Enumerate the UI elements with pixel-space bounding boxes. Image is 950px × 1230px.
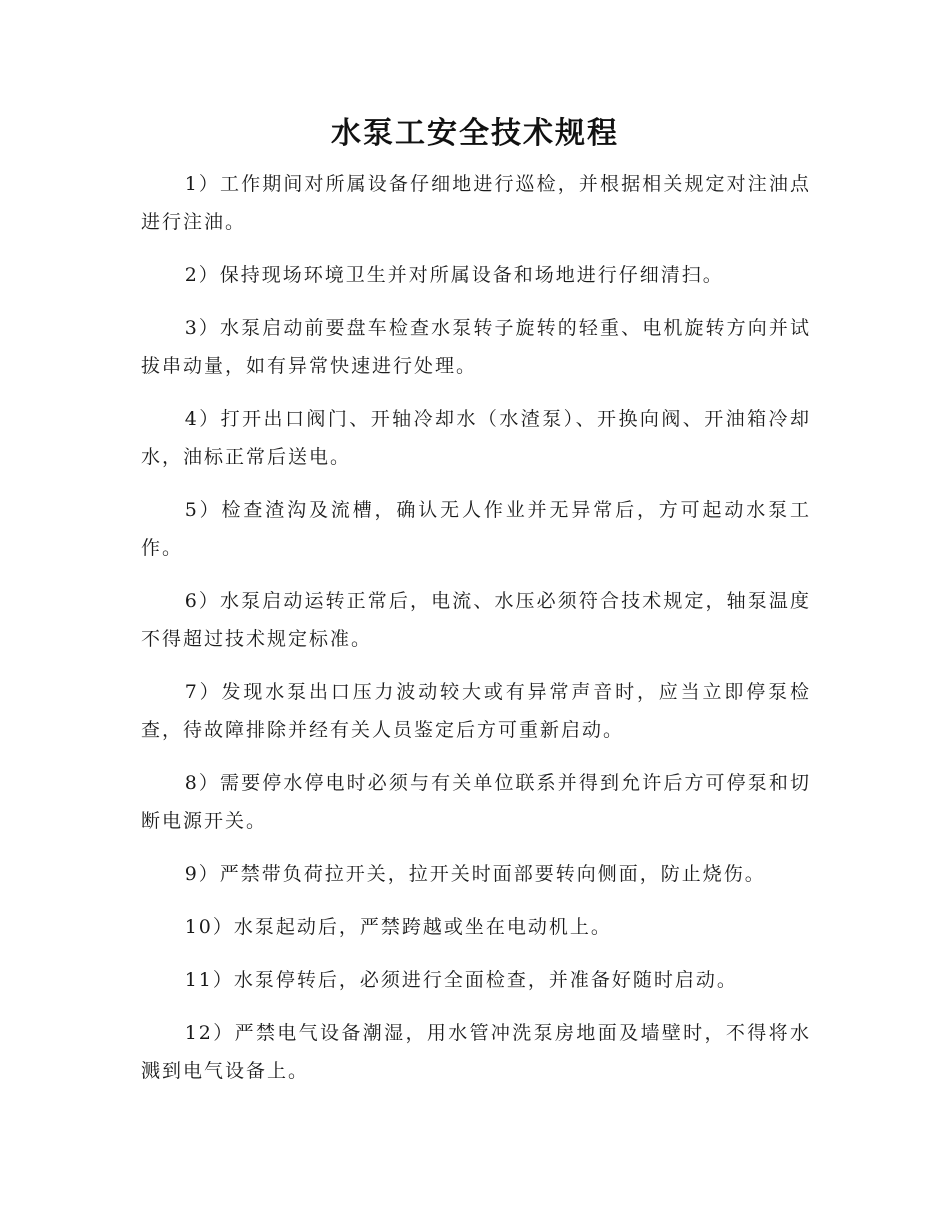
paragraph-11: 11）水泵停转后，必须进行全面检查，并准备好随时启动。: [184, 969, 738, 991]
paragraph-3: 3）水泵启动前要盘车检查水泵转子旋转的轻重、电机旋转方向并试拔串动量，如有异常快速进行处理。: [141, 317, 811, 377]
paragraph-5: 5）检查渣沟及流槽，确认无人作业并无异常后，方可起动水泵工作。: [141, 499, 811, 559]
document-title: 水泵工安全技术规程: [331, 116, 619, 151]
paragraph-2: 2）保持现场环境卫生并对所属设备和场地进行仔细清扫。: [184, 264, 724, 286]
paragraph-7: 7）发现水泵出口压力波动较大或有异常声音时，应当立即停泵检查，待故障排除并经有关人员鉴定后方可重新启动。: [141, 681, 811, 741]
paragraph-1: 1）工作期间对所属设备仔细地进行巡检，并根据相关规定对注油点进行注油。: [141, 173, 811, 233]
paragraph-6: 6）水泵启动运转正常后，电流、水压必须符合技术规定，轴泵温度不得超过技术规定标准。: [141, 590, 811, 650]
paragraph-4: 4）打开出口阀门、开轴冷却水（水渣泵）、开换向阀、开油箱冷却水，油标正常后送电。: [141, 408, 811, 468]
paragraph-8: 8）需要停水停电时必须与有关单位联系并得到允许后方可停泵和切断电源开关。: [141, 772, 811, 832]
document-body: [141, 165, 811, 1105]
paragraph-9: 9）严禁带负荷拉开关，拉开关时面部要转向侧面，防止烧伤。: [184, 863, 766, 885]
paragraph-10: 10）水泵起动后，严禁跨越或坐在电动机上。: [184, 916, 612, 938]
paragraph-12: 12）严禁电气设备潮湿，用水管冲洗泵房地面及墙壁时，不得将水溅到电气设备上。: [141, 1022, 811, 1082]
